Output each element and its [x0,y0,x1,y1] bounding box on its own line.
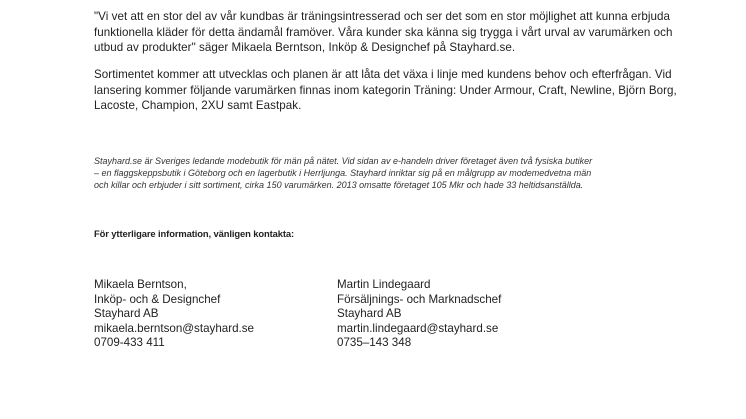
quote-line: utbud av produkter" säger Mikaela Berntson, Inköp & Designchef på Stayhard.se. [94,41,516,54]
contact-company: Stayhard AB [94,307,159,321]
assortment-line: lansering kommer följande varumärken finnas inom kategorin Träning: Under Armour, Craft, Newline, Björn Borg, [94,83,677,97]
assortment-line: Lacoste, Champion, 2XU samt Eastpak. [94,99,302,112]
contact-name: Mikaela Berntson, [94,278,187,291]
assortment-paragraph [94,67,694,114]
contact-phone: 0709-433 411 [94,336,165,350]
contact-card-martin [337,278,501,351]
contact-card-mikaela [94,278,254,351]
contact-email-link[interactable]: martin.lindegaard@stayhard.se [337,321,499,335]
contact-title: Inköp- och & Designchef [94,292,221,306]
contact-company: Stayhard AB [337,307,402,321]
quote-paragraph [94,9,694,56]
contact-email-link[interactable]: mikaela.berntson@stayhard.se [94,321,254,335]
boilerplate-line: – en flaggskeppsbutik i Göteborg och en lagerbutik i Herrljunga. Stayhard inriktar sig på en målgrupp av modemedvetna män [94,168,592,178]
contact-name: Martin Lindegaard [337,278,431,291]
contact-phone: 0735–143 348 [337,336,412,350]
boilerplate-line: och killar och erbjuder i sitt sortiment, cirka 150 varumärken. 2013 omsatte företaget 105 Mkr och hade 33 heltidsanställda. [94,180,584,190]
quote-line: "Vi vet att en stor del av vår kundbas är träningsintresserad och ser det som en stor möjlighet att kunna erbjuda [94,10,671,23]
company-boilerplate [94,155,694,191]
quote-line: funktionella kläder för detta ändamål framöver. Våra kunder ska känna sig trygga i vårt urval av varumärken och [94,25,673,39]
boilerplate-line: Stayhard.se är Sveriges ledande modebutik för män på nätet. Vid sidan av e-handeln driver företaget även två fysiska butiker [94,156,593,166]
contact-title: Försäljnings- och Marknadschef [337,292,502,306]
contact-heading: För ytterligare information, vänligen kontakta: [94,228,295,239]
assortment-line: Sortimentet kommer att utvecklas och planen är att låta det växa i linje med kundens behov och efterfrågan. Vid [94,68,672,81]
